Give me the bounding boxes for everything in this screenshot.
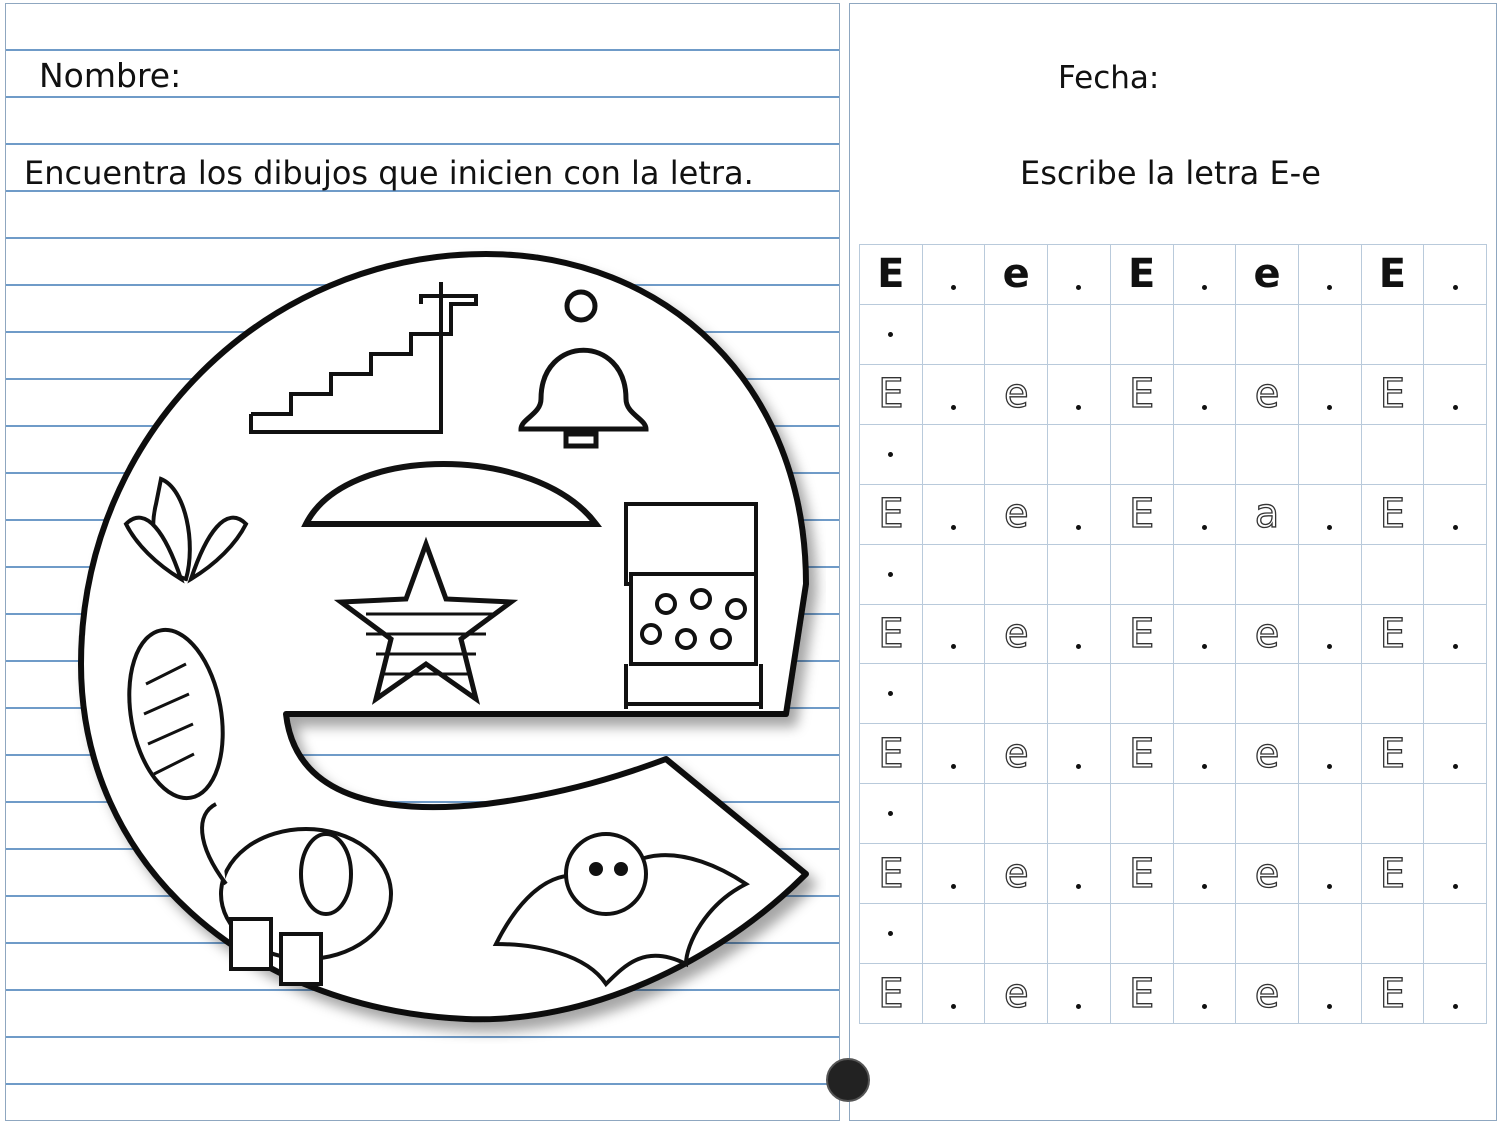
grid-dot-cell bbox=[860, 664, 923, 724]
grid-cell bbox=[923, 784, 986, 844]
grid-letter-cell bbox=[1236, 964, 1299, 1024]
grid-letter-cell bbox=[860, 365, 923, 425]
model-letter: e bbox=[1002, 251, 1030, 298]
grid-cell bbox=[985, 545, 1048, 605]
grid-cell bbox=[1236, 664, 1299, 724]
grid-letter-cell bbox=[1111, 485, 1174, 545]
grid-cell bbox=[1299, 425, 1362, 485]
model-letter: e bbox=[1253, 251, 1281, 298]
model-letter: E bbox=[1127, 251, 1156, 298]
grid-letter-cell bbox=[1236, 365, 1299, 425]
grid-dot-cell bbox=[860, 425, 923, 485]
grid-cell bbox=[1111, 305, 1174, 365]
grid-dot-cell bbox=[923, 844, 986, 904]
grid-letter-cell bbox=[1111, 844, 1174, 904]
trace-letter: E bbox=[1379, 371, 1406, 418]
dot bbox=[1453, 405, 1458, 410]
grid-cell bbox=[1048, 545, 1111, 605]
grid-dot-cell bbox=[1299, 245, 1362, 305]
grid-dot-cell bbox=[1174, 605, 1237, 665]
grid-cell bbox=[1111, 904, 1174, 964]
grid-letter-cell bbox=[860, 245, 923, 305]
trace-letter: E bbox=[1129, 970, 1155, 1017]
grid-dot-cell bbox=[923, 485, 986, 545]
grid-letter-cell bbox=[985, 365, 1048, 425]
grid-cell bbox=[1048, 425, 1111, 485]
grid-cell bbox=[1362, 425, 1425, 485]
grid-dot-cell bbox=[1299, 844, 1362, 904]
trace-letter: e bbox=[1003, 610, 1029, 657]
grid-letter-cell bbox=[985, 724, 1048, 784]
trace-letter: e bbox=[1254, 850, 1280, 897]
dot bbox=[951, 884, 956, 889]
grid-dot-cell bbox=[1048, 964, 1111, 1024]
grid-cell bbox=[1111, 425, 1174, 485]
dot bbox=[951, 405, 956, 410]
grid-cell bbox=[1299, 305, 1362, 365]
grid-letter-cell bbox=[860, 485, 923, 545]
dot bbox=[1202, 285, 1207, 290]
grid-dot-cell bbox=[1424, 844, 1487, 904]
grid-cell bbox=[923, 664, 986, 724]
dot bbox=[1453, 285, 1458, 290]
dot bbox=[1327, 285, 1332, 290]
trace-letter: E bbox=[878, 970, 904, 1017]
dot bbox=[951, 644, 956, 649]
grid-cell bbox=[1424, 664, 1487, 724]
dot bbox=[1327, 1004, 1332, 1009]
grid-dot-cell bbox=[860, 784, 923, 844]
trace-letter: E bbox=[1129, 850, 1155, 897]
right-worksheet-page bbox=[849, 3, 1497, 1121]
grid-cell bbox=[1299, 904, 1362, 964]
tracing-grid bbox=[859, 244, 1487, 1024]
grid-cell bbox=[1236, 904, 1299, 964]
dot bbox=[951, 285, 956, 290]
grid-letter-cell bbox=[860, 964, 923, 1024]
trace-letter: E bbox=[878, 371, 904, 418]
grid-cell bbox=[1174, 904, 1237, 964]
trace-letter: E bbox=[1379, 491, 1406, 538]
grid-cell bbox=[1174, 545, 1237, 605]
trace-letter: E bbox=[1379, 730, 1406, 777]
dot bbox=[1453, 525, 1458, 530]
grid-letter-cell bbox=[1362, 485, 1425, 545]
grid-cell bbox=[985, 425, 1048, 485]
grid-letter-cell bbox=[985, 964, 1048, 1024]
dot bbox=[1327, 525, 1332, 530]
trace-letter: e bbox=[1003, 970, 1029, 1017]
grid-dot-cell bbox=[1048, 485, 1111, 545]
date-label: Fecha: bbox=[1058, 60, 1160, 96]
grid-cell bbox=[1048, 305, 1111, 365]
grid-cell bbox=[1111, 784, 1174, 844]
model-letter: E bbox=[1378, 251, 1407, 298]
trace-letter: E bbox=[878, 491, 904, 538]
grid-dot-cell bbox=[1174, 365, 1237, 425]
grid-cell bbox=[1048, 904, 1111, 964]
grid-letter-cell bbox=[1236, 605, 1299, 665]
dot bbox=[1327, 764, 1332, 769]
grid-dot-cell bbox=[1174, 724, 1237, 784]
grid-dot-cell bbox=[1299, 724, 1362, 784]
grid-cell bbox=[1111, 545, 1174, 605]
trace-letter: E bbox=[1129, 371, 1155, 418]
grid-cell bbox=[1236, 545, 1299, 605]
grid-letter-cell bbox=[985, 605, 1048, 665]
grid-cell bbox=[1299, 545, 1362, 605]
grid-dot-cell bbox=[923, 245, 986, 305]
grid-cell bbox=[1236, 784, 1299, 844]
grid-cell bbox=[985, 784, 1048, 844]
trace-letter: e bbox=[1254, 371, 1280, 418]
grid-cell bbox=[985, 664, 1048, 724]
grid-cell bbox=[1174, 425, 1237, 485]
letter-e-illustration bbox=[66, 244, 826, 1044]
grid-cell bbox=[1048, 784, 1111, 844]
grid-letter-cell bbox=[985, 485, 1048, 545]
trace-letter: e bbox=[1003, 730, 1029, 777]
grid-dot-cell bbox=[860, 904, 923, 964]
grid-dot-cell bbox=[1048, 844, 1111, 904]
grid-letter-cell bbox=[1362, 964, 1425, 1024]
trace-letter: E bbox=[1129, 730, 1155, 777]
grid-dot-cell bbox=[923, 964, 986, 1024]
grid-dot-cell bbox=[923, 605, 986, 665]
grid-letter-cell bbox=[1111, 245, 1174, 305]
publisher-logo bbox=[826, 1058, 870, 1102]
grid-cell bbox=[1424, 784, 1487, 844]
dot bbox=[1076, 764, 1081, 769]
grid-cell bbox=[1299, 664, 1362, 724]
grid-letter-cell bbox=[1362, 365, 1425, 425]
grid-letter-cell bbox=[985, 245, 1048, 305]
dot bbox=[1202, 764, 1207, 769]
grid-dot-cell bbox=[1299, 365, 1362, 425]
left-worksheet-page bbox=[5, 3, 840, 1121]
grid-letter-cell bbox=[1111, 724, 1174, 784]
trace-letter: e bbox=[1254, 610, 1280, 657]
grid-letter-cell bbox=[860, 724, 923, 784]
dot bbox=[1453, 644, 1458, 649]
grid-cell bbox=[1174, 784, 1237, 844]
grid-cell bbox=[1362, 784, 1425, 844]
grid-cell bbox=[1236, 425, 1299, 485]
grid-cell bbox=[1362, 904, 1425, 964]
grid-cell bbox=[923, 904, 986, 964]
dot bbox=[1076, 525, 1081, 530]
grid-letter-cell bbox=[1236, 245, 1299, 305]
grid-letter-cell bbox=[1111, 964, 1174, 1024]
grid-cell bbox=[1174, 664, 1237, 724]
dot bbox=[1076, 1004, 1081, 1009]
grid-letter-cell bbox=[1236, 724, 1299, 784]
dot bbox=[1076, 285, 1081, 290]
grid-dot-cell bbox=[1424, 365, 1487, 425]
trace-letter: e bbox=[1254, 970, 1280, 1017]
grid-cell bbox=[1424, 305, 1487, 365]
dot bbox=[888, 332, 893, 337]
trace-letter: E bbox=[1129, 610, 1155, 657]
grid-dot-cell bbox=[1299, 964, 1362, 1024]
dot bbox=[1202, 1004, 1207, 1009]
grid-dot-cell bbox=[923, 365, 986, 425]
trace-letter: E bbox=[1379, 610, 1406, 657]
grid-dot-cell bbox=[1299, 605, 1362, 665]
grid-dot-cell bbox=[1424, 245, 1487, 305]
grid-letter-cell bbox=[1236, 485, 1299, 545]
dot bbox=[1076, 884, 1081, 889]
grid-cell bbox=[1362, 664, 1425, 724]
trace-letter: e bbox=[1254, 730, 1280, 777]
dot bbox=[1453, 764, 1458, 769]
grid-letter-cell bbox=[1111, 365, 1174, 425]
trace-letter: e bbox=[1003, 491, 1029, 538]
grid-cell bbox=[1236, 305, 1299, 365]
write-instruction: Escribe la letra E-e bbox=[1020, 154, 1321, 192]
grid-dot-cell bbox=[1424, 605, 1487, 665]
dot bbox=[1327, 644, 1332, 649]
dot bbox=[951, 525, 956, 530]
grid-cell bbox=[923, 425, 986, 485]
grid-dot-cell bbox=[1424, 724, 1487, 784]
grid-dot-cell bbox=[1174, 844, 1237, 904]
grid-letter-cell bbox=[1236, 844, 1299, 904]
grid-letter-cell bbox=[860, 844, 923, 904]
trace-letter: a bbox=[1254, 491, 1280, 538]
grid-cell bbox=[985, 305, 1048, 365]
trace-letter: E bbox=[1379, 850, 1406, 897]
grid-letter-cell bbox=[1362, 724, 1425, 784]
grid-dot-cell bbox=[1424, 485, 1487, 545]
dot bbox=[1327, 405, 1332, 410]
grid-cell bbox=[1424, 904, 1487, 964]
trace-letter: E bbox=[1379, 970, 1406, 1017]
trace-letter: e bbox=[1003, 371, 1029, 418]
grid-dot-cell bbox=[1048, 605, 1111, 665]
dot bbox=[1202, 884, 1207, 889]
grid-cell bbox=[1424, 545, 1487, 605]
dot bbox=[888, 452, 893, 457]
grid-dot-cell bbox=[1424, 964, 1487, 1024]
dot bbox=[1453, 1004, 1458, 1009]
model-letter: E bbox=[877, 251, 905, 298]
grid-dot-cell bbox=[923, 724, 986, 784]
dot bbox=[1202, 525, 1207, 530]
grid-cell bbox=[1048, 664, 1111, 724]
grid-letter-cell bbox=[1362, 605, 1425, 665]
grid-letter-cell bbox=[1362, 844, 1425, 904]
trace-letter: E bbox=[1129, 491, 1155, 538]
grid-letter-cell bbox=[1362, 245, 1425, 305]
grid-dot-cell bbox=[1174, 485, 1237, 545]
trace-letter: E bbox=[878, 850, 904, 897]
grid-dot-cell bbox=[1048, 245, 1111, 305]
dot bbox=[888, 931, 893, 936]
grid-dot-cell bbox=[1048, 724, 1111, 784]
dot bbox=[1202, 644, 1207, 649]
grid-cell bbox=[985, 904, 1048, 964]
dot bbox=[1076, 644, 1081, 649]
dot bbox=[888, 811, 893, 816]
grid-dot-cell bbox=[1299, 485, 1362, 545]
dot bbox=[951, 764, 956, 769]
name-label: Nombre: bbox=[39, 56, 182, 95]
grid-dot-cell bbox=[1048, 365, 1111, 425]
trace-letter: e bbox=[1003, 850, 1029, 897]
grid-letter-cell bbox=[985, 844, 1048, 904]
grid-dot-cell bbox=[1174, 964, 1237, 1024]
dot bbox=[1327, 884, 1332, 889]
dot bbox=[888, 691, 893, 696]
grid-cell bbox=[1424, 425, 1487, 485]
dot bbox=[888, 572, 893, 577]
grid-dot-cell bbox=[860, 545, 923, 605]
grid-cell bbox=[923, 545, 986, 605]
grid-cell bbox=[1111, 664, 1174, 724]
dot bbox=[1453, 884, 1458, 889]
grid-cell bbox=[923, 305, 986, 365]
grid-dot-cell bbox=[860, 305, 923, 365]
grid-cell bbox=[1299, 784, 1362, 844]
dot bbox=[951, 1004, 956, 1009]
trace-letter: E bbox=[878, 730, 904, 777]
grid-letter-cell bbox=[860, 605, 923, 665]
find-instruction: Encuentra los dibujos que inicien con la letra. bbox=[24, 154, 754, 192]
dot bbox=[1202, 405, 1207, 410]
grid-cell bbox=[1362, 305, 1425, 365]
grid-dot-cell bbox=[1174, 245, 1237, 305]
trace-letter: E bbox=[878, 610, 904, 657]
grid-cell bbox=[1362, 545, 1425, 605]
grid-cell bbox=[1174, 305, 1237, 365]
grid-letter-cell bbox=[1111, 605, 1174, 665]
dot bbox=[1076, 405, 1081, 410]
